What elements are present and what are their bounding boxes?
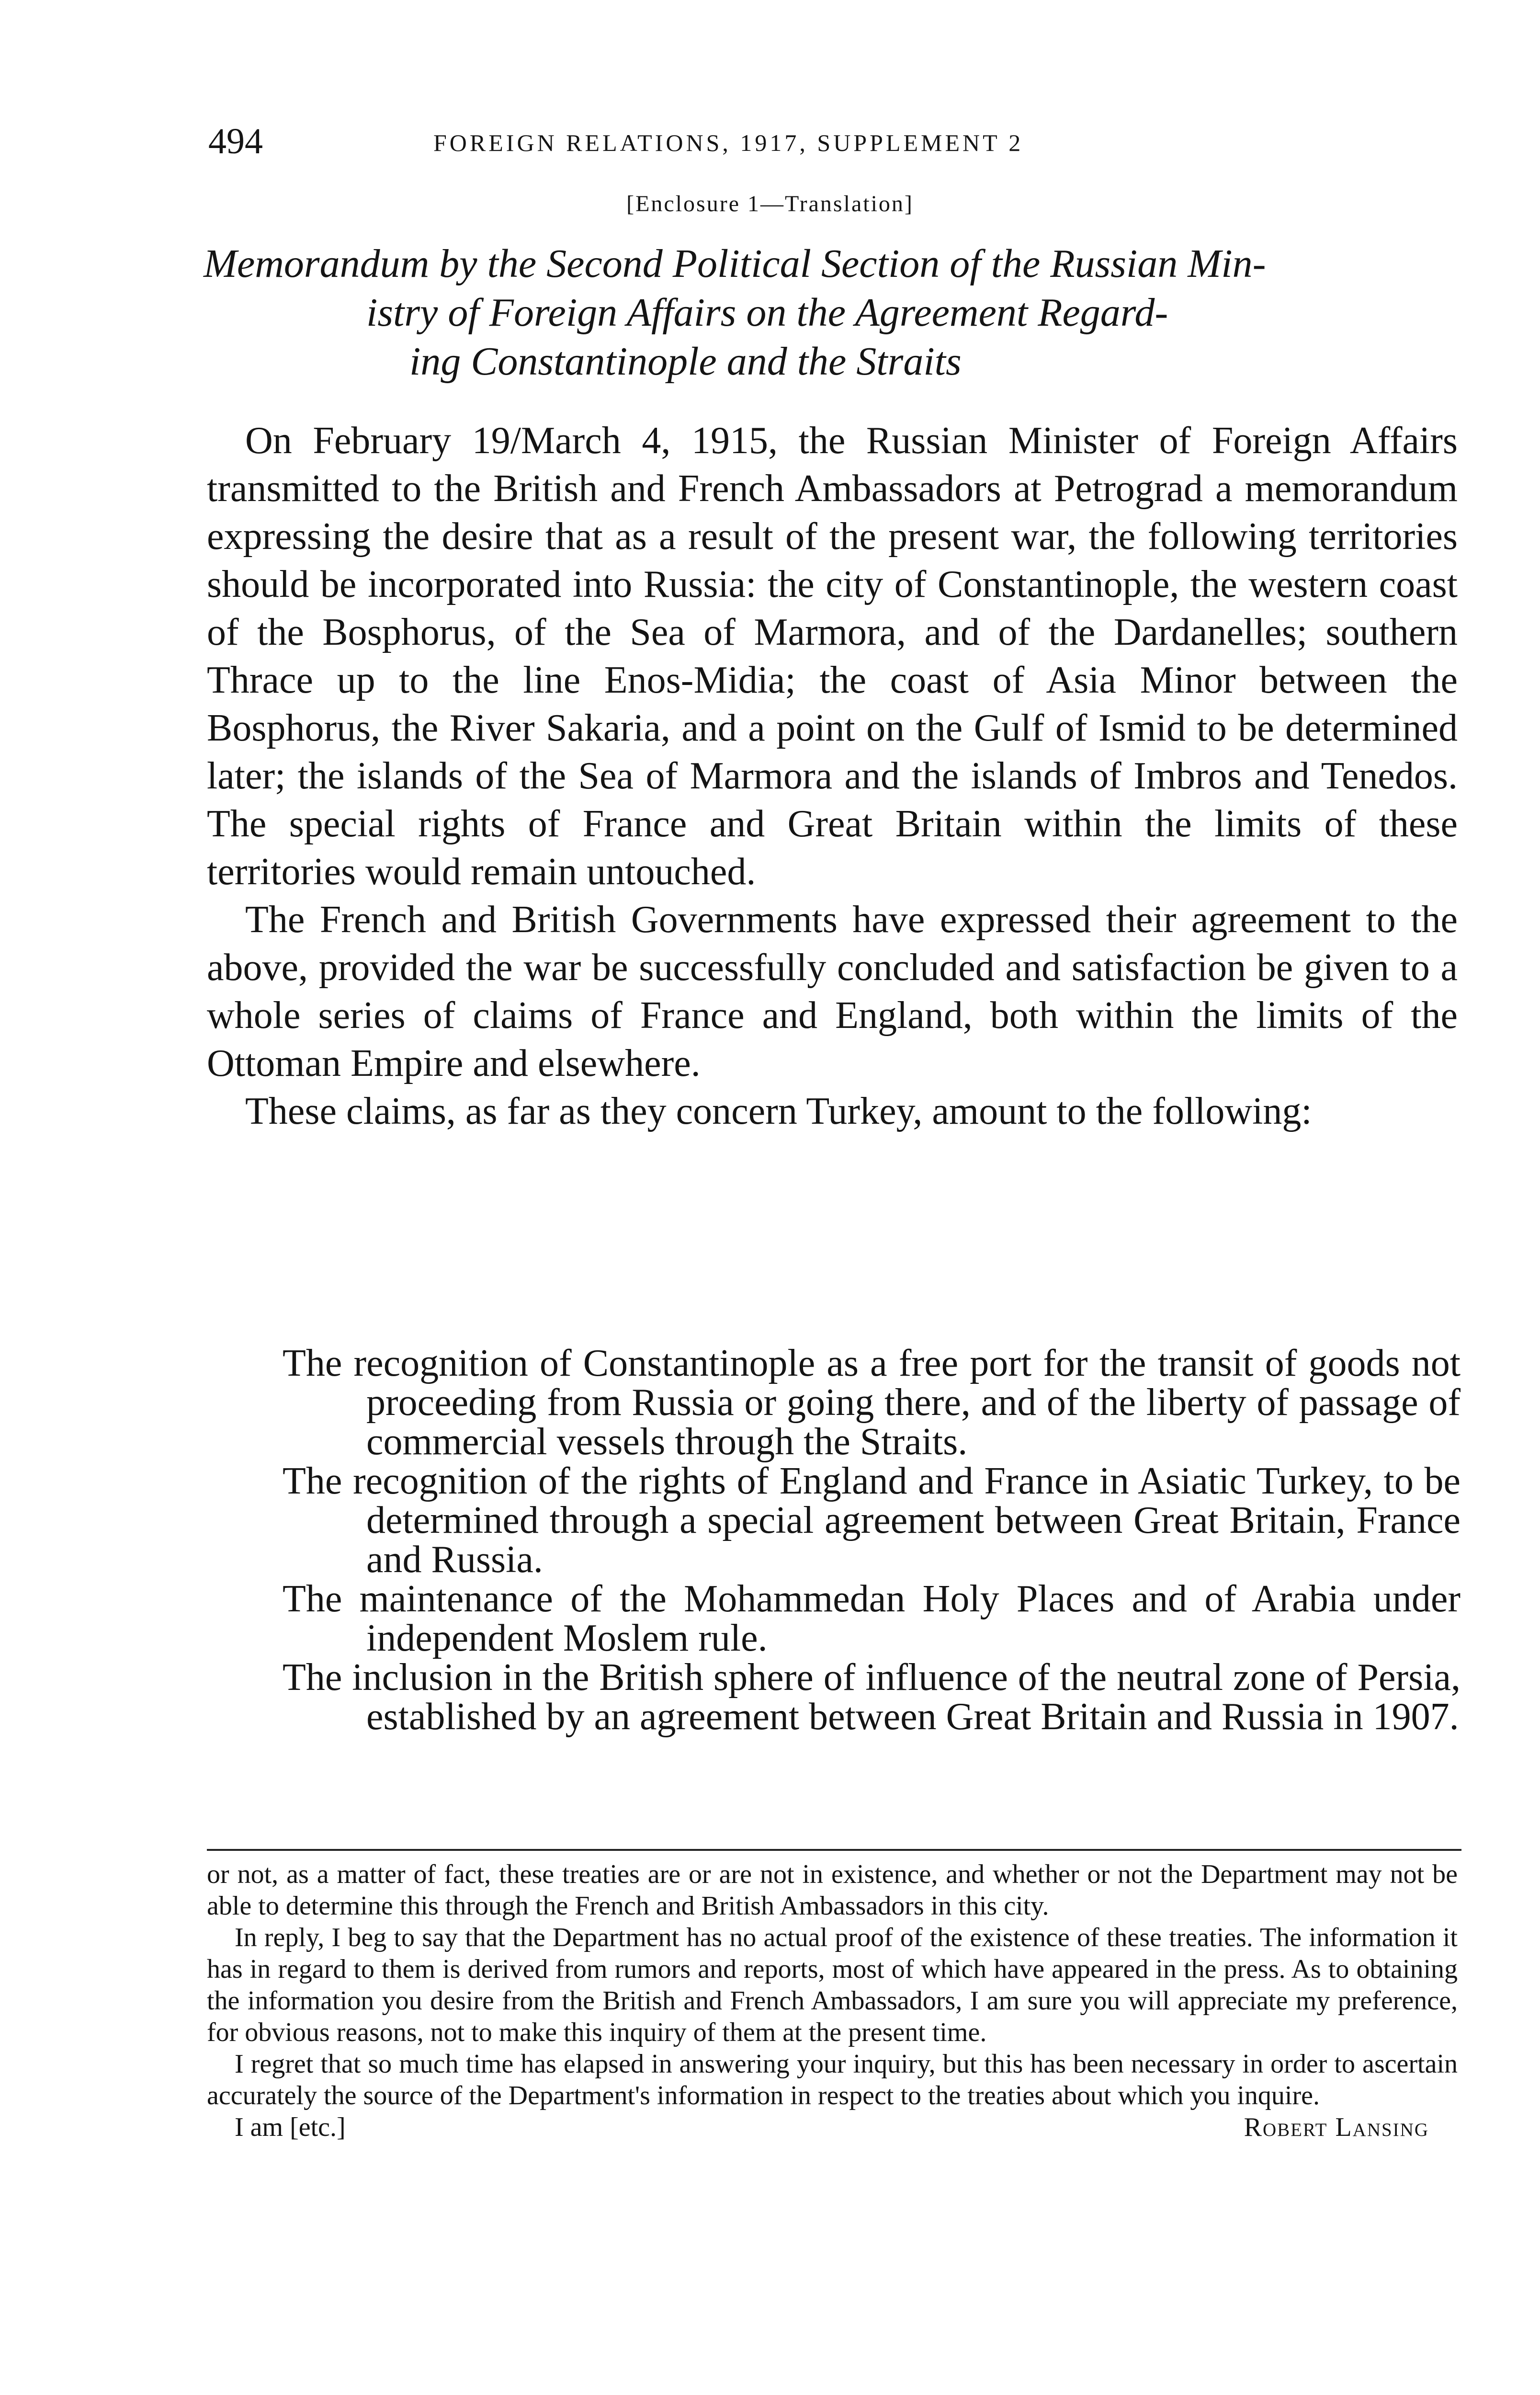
memo-title [204,240,1458,386]
claim-item: The maintenance of the Mohammedan Holy Places and of Arabia under independent Moslem rule. [283,1578,1461,1659]
footnote-paragraph: I regret that so much time has elapsed in answering your inquiry, but this has been necessary in order to ascertain accurately the source of the Department's information in respect to the treaties about which you inquire. [207,2049,1458,2110]
claims-list [283,1344,1461,1736]
body-paragraph: On February 19/March 4, 1915, the Russian Minister of Foreign Affairs transmitted to the British and French Ambassadors at Petrograd a memorandum expressing the desire that as a result of the present war, the following territories should be incorporated into Russia: the city of Constantinople, the western coast of the Bosphorus, of the Sea of Marmora, and of the Dardanelles; southern Thrace up to the line Enos-Midia; the coast of Asia Minor between the Bosphorus, the River Sakaria, and a point on the Gulf of Ismid to be determined later; the islands of the Sea of Marmora and the islands of Imbros and Tenedos. The special rights of France and Great Britain within the limits of these territories would remain untouched. [207,420,1458,893]
signature: Robert Lansing [1244,2112,1429,2142]
running-title: FOREIGN RELATIONS, 1917, SUPPLEMENT 2 [433,129,1024,156]
complimentary-close: I am [etc.] [235,2112,346,2142]
enclosure-label: [Enclosure 1—Translation] [626,191,914,217]
memo-title-line: Memorandum by the Second Political Section of the Russian Min- [204,241,1266,286]
footnote [207,1859,1458,2145]
running-head [208,120,1223,163]
closing-line [207,2111,1458,2145]
claim-item: The recognition of Constantinople as a free port for the transit of goods not proceeding from Russia or going there, and of the liberty of passage of commercial vessels through the Straits. [283,1342,1461,1463]
footnote-paragraph: In reply, I beg to say that the Department has no actual proof of the existence of these treaties. The information it has in regard to them is derived from rumors and reports, most of which have appeared in the press. As to obtaining the information you desire from the British and French Ambassadors, I am sure you will appreciate my preference, for obvious reasons, not to make this inquiry of them at the present time. [207,1923,1458,2047]
footnote-divider [207,1849,1461,1851]
claim-item: The inclusion in the British sphere of influence of the neutral zone of Persia, established by an agreement between Great Britain and Russia in 1907. [283,1656,1461,1738]
body-paragraph: These claims, as far as they concern Turkey, amount to the following: [245,1090,1312,1132]
footnote-paragraph: or not, as a matter of fact, these treaties are or are not in existence, and whether or not the Department may not be able to determine this through the French and British Ambassadors in this city. [207,1859,1458,1921]
claim-item: The recognition of the rights of England and France in Asiatic Turkey, to be determined through a special agreement between Great Britain, France and Russia. [283,1460,1461,1581]
memo-body [207,417,1458,1135]
page-number: 494 [208,121,263,161]
memo-title-line: istry of Foreign Affairs on the Agreement Regard- [366,290,1168,335]
body-paragraph: The French and British Governments have expressed their agreement to the above, provided the war be successfully concluded and satisfaction be given to a whole series of claims of France and England, both within the limits of the Ottoman Empire and elsewhere. [207,899,1458,1084]
memo-title-line: ing Constantinople and the Straits [409,339,962,384]
